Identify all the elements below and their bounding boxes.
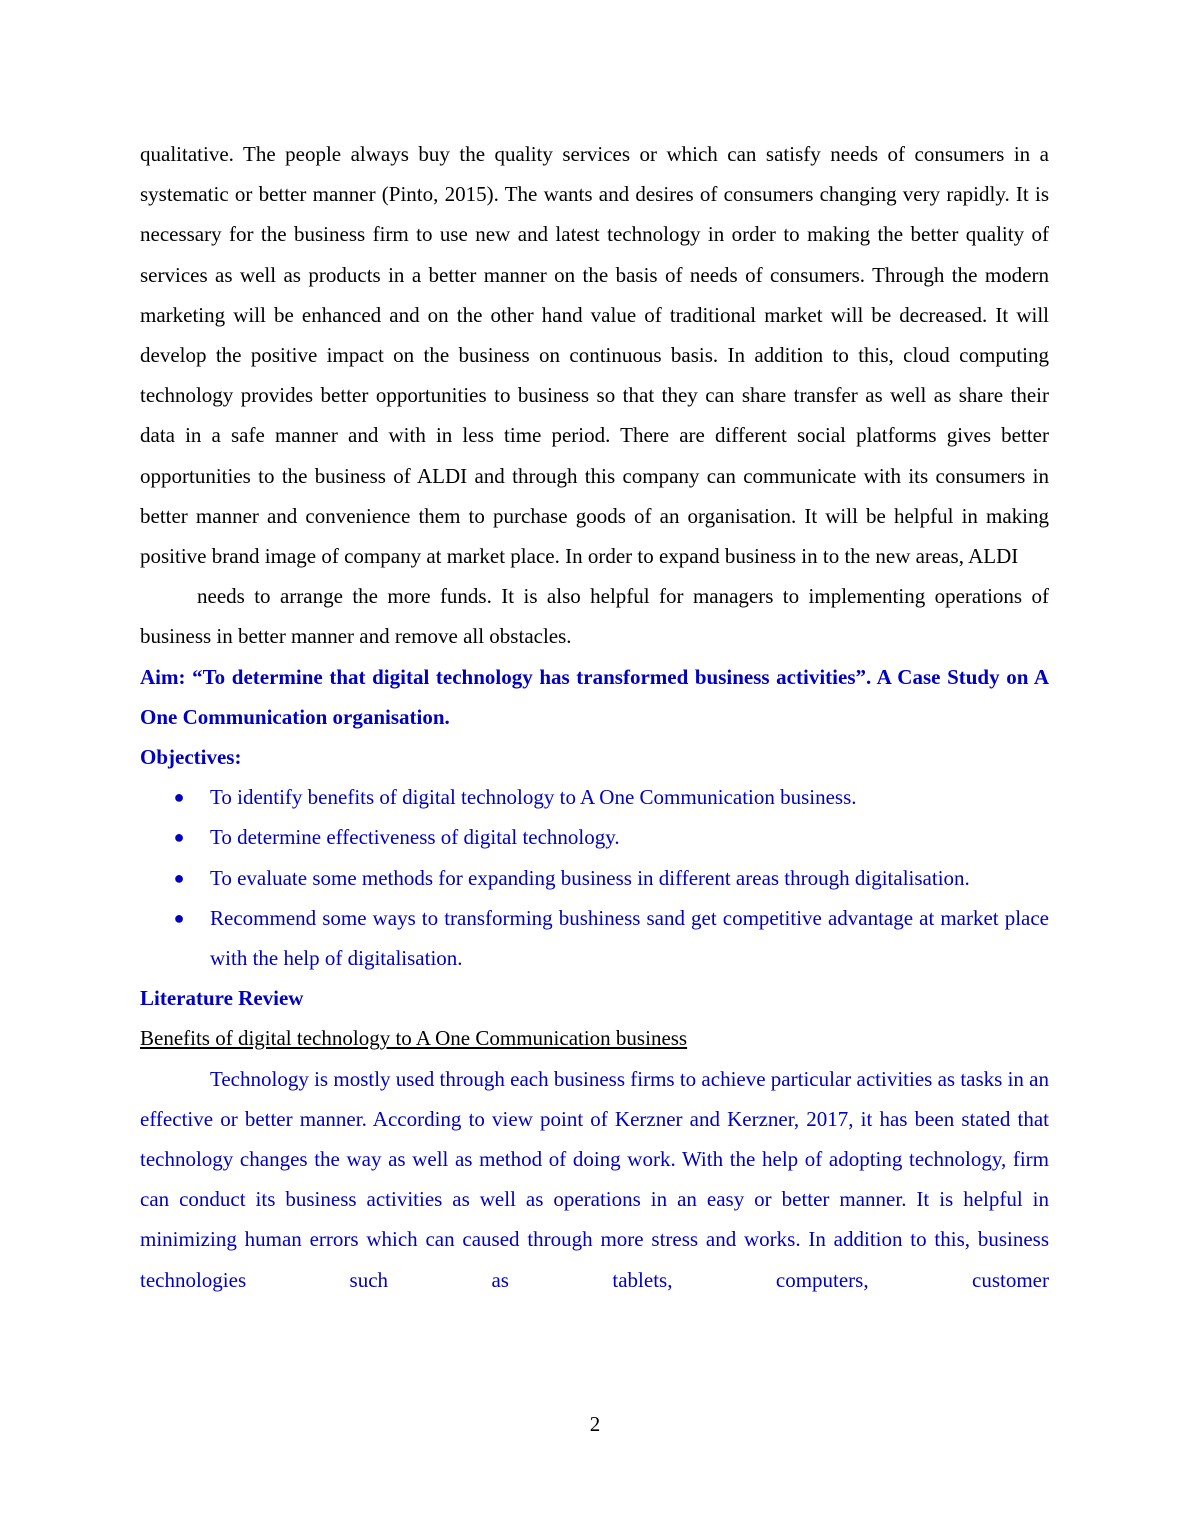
bullet-icon: ●	[173, 787, 185, 808]
objective-text: Recommend some ways to transforming bushiness sand get competitive advantage at market place with the help of digitalisation.	[210, 905, 1049, 971]
objective-text: To identify benefits of digital technology to A One Communication business.	[210, 785, 857, 810]
list-item	[140, 817, 1049, 857]
objective-text: To evaluate some methods for expanding business in different areas through digitalisation.	[210, 865, 970, 890]
list-item	[140, 898, 1049, 978]
literature-review-heading: Literature Review	[140, 986, 304, 1011]
list-item	[140, 777, 1049, 817]
bullet-icon: ●	[173, 867, 185, 888]
body-paragraph-continued: needs to arrange the more funds. It is also helpful for managers to implementing operations of business in better manner and remove all obstacles.	[140, 584, 1049, 649]
page-number: 2	[589, 1412, 601, 1436]
list-item	[140, 858, 1049, 898]
literature-subheading: Benefits of digital technology to A One Communication business	[140, 1026, 688, 1051]
objectives-heading: Objectives:	[140, 745, 242, 770]
aim-statement: Aim: “To determine that digital technology has transformed business activities”. A Case Study on A One Communication organisation.	[140, 664, 1049, 729]
body-paragraph: qualitative. The people always buy the quality services or which can satisfy needs of consumers in a systematic or better manner (Pinto, 2015). The wants and desires of consumers changing very rapidly. It is necessary for the business firm to use new and latest technology in order to making the better quality of services as well as products in a better manner on the basis of needs of consumers. Through the modern marketing will be enhanced and on the other hand value of traditional market will be decreased. It will develop the positive impact on the business on continuous basis. In addition to this, cloud computing technology provides better opportunities to business so that they can share transfer as well as share their data in a safe manner and with in less time period. There are different social platforms gives better opportunities to the business of ALDI and through this company can communicate with its consumers in better manner and convenience them to purchase goods of an organisation. It will be helpful in making positive brand image of company at market place. In order to expand business in to the new areas, ALDI	[140, 142, 1049, 569]
bullet-icon: ●	[173, 907, 185, 928]
objectives-list	[140, 777, 1049, 978]
literature-paragraph: Technology is mostly used through each business firms to achieve particular activities as tasks in an effective or better manner. According to view point of Kerzner and Kerzner, 2017, it has been stated that technology changes the way as well as method of doing work. With the help of adopting technology, firm can conduct its business activities as well as operations in an easy or better manner. It is helpful in minimizing human errors which can caused through more stress and works. In addition to this, business technologies such as tablets, computers, customer	[140, 1066, 1049, 1292]
objective-text: To determine effectiveness of digital technology.	[210, 825, 620, 850]
page-content	[140, 134, 1049, 1300]
bullet-icon: ●	[173, 827, 185, 848]
